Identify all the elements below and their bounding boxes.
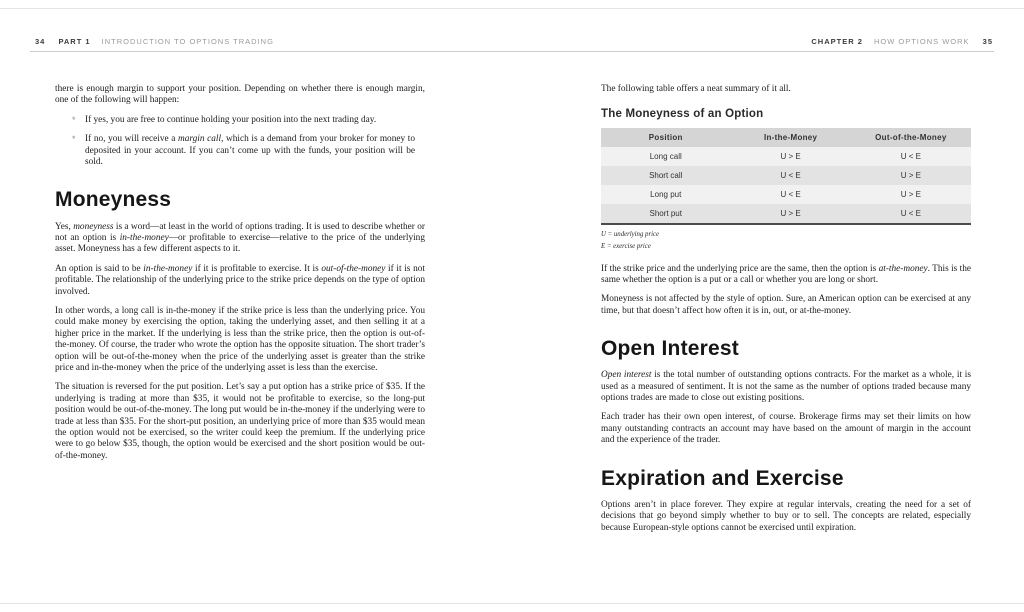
table-row xyxy=(601,204,971,224)
paragraph: Options aren’t in place forever. They expire at regular intervals, creating the need for a set of decisions that go beyond simply whether to buy or to sell. The concepts are related, especially because European-style options cannot be exercised until expiration. xyxy=(601,499,971,533)
bullet-icon: * xyxy=(72,134,76,145)
table-cell: Long call xyxy=(601,147,731,166)
bullet-item xyxy=(72,114,415,126)
table-title: The Moneyness of an Option xyxy=(601,108,764,121)
table-cell: Long put xyxy=(601,185,731,204)
paragraph: there is enough margin to support your position. Depending on whether there is enough margin, one of the following will happen: xyxy=(55,84,425,106)
table-cell: U < E xyxy=(731,185,851,204)
left-page-column xyxy=(55,84,425,470)
chapter-label: CHAPTER 2 xyxy=(811,37,863,46)
bullet-item xyxy=(72,134,415,168)
table-cell: U > E xyxy=(851,185,971,204)
section-heading-expiration-and-exercise: Expiration and Exercise xyxy=(601,466,844,490)
paragraph: Yes, moneyness is a word—at least in the world of options trading. It is used to describe whether or not an option is in-the-money—or profitable to exercise—relative to the price of the underlying asset. Moneyness has a few different aspects to it. xyxy=(55,221,425,255)
footnote: E = exercise price xyxy=(601,242,651,250)
paragraph: Open interest is the total number of outstanding options contracts. For the market as a whole, it is used as a measured of sentiment. It is not the same as the number of options traded because many options trades are made to close out existing positions. xyxy=(601,370,971,404)
table-cell: U > E xyxy=(731,204,851,224)
bullet-icon: * xyxy=(72,114,76,125)
column-header-in-the-money: In-the-Money xyxy=(731,128,851,147)
table-row xyxy=(601,147,971,166)
table-cell: U > E xyxy=(851,166,971,185)
table-cell: U > E xyxy=(731,147,851,166)
table-header-row xyxy=(601,128,971,147)
table-row xyxy=(601,185,971,204)
bullet-text: If yes, you are free to continue holding your position into the next trading day. xyxy=(85,114,377,125)
page-bottom-edge xyxy=(0,603,1024,604)
moneyness-table xyxy=(601,128,971,225)
header-rule xyxy=(30,51,994,52)
table-cell: Short call xyxy=(601,166,731,185)
section-heading-moneyness: Moneyness xyxy=(55,188,172,212)
left-page-number: 34 xyxy=(35,37,46,46)
bullet-text: If no, you will receive a margin call, which is a demand from your broker for money to deposited in your account. If you can’t come up with the funds, your position will be sold. xyxy=(85,134,415,168)
paragraph: An option is said to be in-the-money if it is profitable to exercise. It is out-of-the-money if it is not profitable. The relationship of the underlying price to the strike price depends on the type of option involved. xyxy=(55,263,425,297)
right-page-number: 35 xyxy=(982,37,993,46)
table-body xyxy=(601,147,971,224)
paragraph: The situation is reversed for the put position. Let’s say a put option has a strike price of $35. If the underlying is trading at more than $35, it would not be profitable to exercise, so the long-put position would be out-of-the-money. The long put would be in-the-money if the underlying were to trade at less than $35. For the short-put position, an underlying price of more than $35 would mean the option would not be exercised, so the writer could keep the premium. If the underlying price were to go below $35, though, the option would be exercised and the short position would be out-of-the-money. xyxy=(55,382,425,461)
right-page-column xyxy=(601,84,971,542)
table-cell: U < E xyxy=(851,204,971,224)
column-header-position: Position xyxy=(601,128,731,147)
footnote: U = underlying price xyxy=(601,231,660,239)
paragraph: If the strike price and the underlying price are the same, then the option is at-the-money. This is the same whether the option is a put or a call or whether you are long or short. xyxy=(601,263,972,285)
table-cell: U < E xyxy=(851,147,971,166)
chapter-title: HOW OPTIONS WORK xyxy=(873,37,970,46)
page-top-edge xyxy=(0,8,1024,9)
table-row xyxy=(601,166,971,185)
left-running-head xyxy=(35,37,274,46)
paragraph: Moneyness is not affected by the style of option. Sure, an American option can be exercised at any time, but that doesn’t affect how often it is in, out, or at-the-money. xyxy=(601,294,971,316)
paragraph: Each trader has their own open interest, of course. Brokerage firms may set their limits on how many outstanding contracts an account may have based on the amount of margin in the account and the experience of the trader. xyxy=(601,412,971,446)
table-cell: U < E xyxy=(731,166,851,185)
table-header xyxy=(601,128,971,147)
paragraph: The following table offers a neat summary of it all. xyxy=(601,84,791,94)
part-title: INTRODUCTION TO OPTIONS TRADING xyxy=(101,37,274,46)
table-cell: Short put xyxy=(601,204,731,224)
section-heading-open-interest: Open Interest xyxy=(601,337,739,361)
paragraph: In other words, a long call is in-the-money if the strike price is less than the underlying price. You could make money by exercising the option, taking the underlying asset, and then selling it at a higher price in the market. If the underlying is less than the strike price, then the option is out-of-the-money. Of course, the trader who wrote the option has the opposite situation. The short trader’s option will be out-of-the-money when the price of the underlying asset is greater than the strike price and in-the-money when the price of the underlying asset is less than the exercise. xyxy=(55,305,425,373)
part-label: PART 1 xyxy=(58,37,91,46)
bullet-list xyxy=(55,115,425,169)
table-footnotes xyxy=(601,229,971,252)
right-running-head xyxy=(811,37,993,46)
column-header-out-of-the-money: Out-of-the-Money xyxy=(851,128,971,147)
